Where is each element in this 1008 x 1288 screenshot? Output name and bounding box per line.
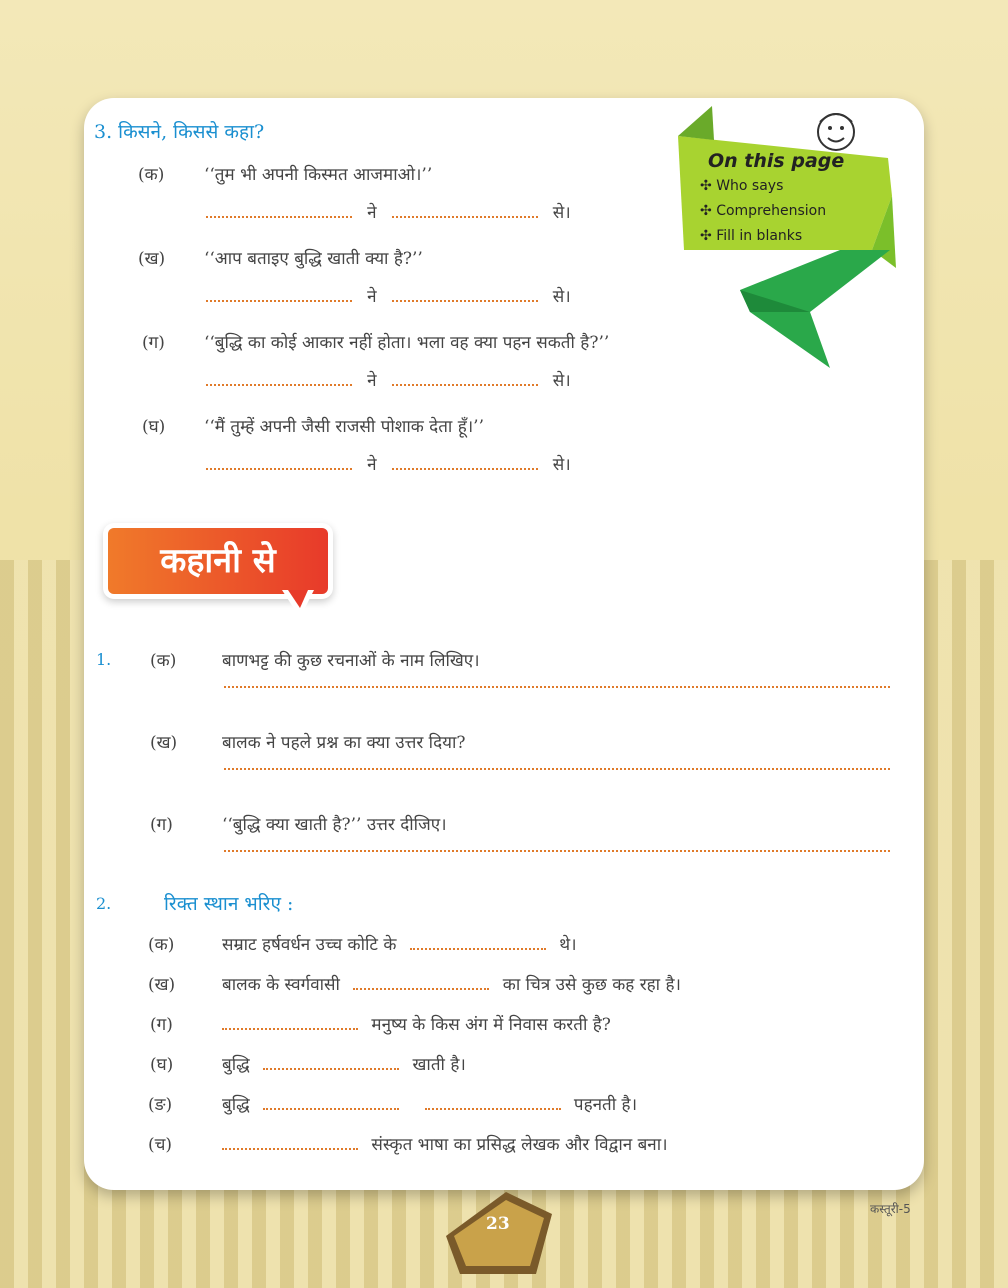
section1-item-label: (ख) xyxy=(150,733,178,753)
answer-blank-row xyxy=(206,200,571,223)
section2-item-label: (घ) xyxy=(150,1055,174,1075)
blank-listener[interactable] xyxy=(392,456,538,470)
ne-label: ने xyxy=(367,287,377,307)
on-this-page-title: On this page xyxy=(708,150,845,172)
section-banner xyxy=(108,528,328,594)
fill-blank[interactable] xyxy=(410,936,546,950)
on-this-page-item: ✣ Fill in blanks xyxy=(700,228,803,244)
section3-item-label: (ख) xyxy=(138,249,166,269)
answer-blank-row xyxy=(206,284,571,307)
blank-speaker[interactable] xyxy=(206,288,352,302)
section3-item-label: (घ) xyxy=(142,417,166,437)
section2-item-label: (ङ) xyxy=(148,1095,173,1115)
fill-blank[interactable] xyxy=(222,1136,358,1150)
fill-blank[interactable] xyxy=(425,1096,561,1110)
fill-blank-sentence: बालक के स्वर्गवासी का चित्र उसे कुछ कह रहा है। xyxy=(222,975,681,995)
blank-listener[interactable] xyxy=(392,372,538,386)
fill-blank[interactable] xyxy=(353,976,489,990)
blank-speaker[interactable] xyxy=(206,204,352,218)
book-label: कस्तूरी-5 xyxy=(870,1202,911,1216)
fill-blank-sentence: सम्राट हर्षवर्धन उच्च कोटि के थे। xyxy=(222,935,577,955)
se-label: से। xyxy=(552,287,571,307)
se-label: से। xyxy=(552,371,571,391)
section1-item-question: ‘‘बुद्धि क्या खाती है?’’ उत्तर दीजिए। xyxy=(222,815,447,835)
fill-blank[interactable] xyxy=(222,1016,358,1030)
section2-item-label: (ख) xyxy=(148,975,176,995)
ne-label: ने xyxy=(367,455,377,475)
section2-item-label: (च) xyxy=(148,1135,173,1155)
page-number: 23 xyxy=(486,1214,510,1234)
fill-blank-sentence: संस्कृत भाषा का प्रसिद्ध लेखक और विद्वान बना। xyxy=(222,1132,668,1155)
answer-line[interactable] xyxy=(224,686,890,688)
section2-item-label: (क) xyxy=(148,935,175,955)
se-label: से। xyxy=(552,455,571,475)
section3-item-quote: ‘‘मैं तुम्हें अपनी जैसी राजसी पोशाक देता हूँ।’’ xyxy=(204,417,484,437)
fill-blank-sentence: मनुष्य के किस अंग में निवास करती है? xyxy=(222,1012,611,1035)
fill-blank[interactable] xyxy=(263,1056,399,1070)
section1-item-label: (ग) xyxy=(150,815,173,835)
section1-item-question: बाणभट्ट की कुछ रचनाओं के नाम लिखिए। xyxy=(222,651,480,671)
section2-title: रिक्त स्थान भरिए : xyxy=(164,893,294,915)
section3-item-quote: ‘‘बुद्धि का कोई आकार नहीं होता। भला वह क्या पहन सकती है?’’ xyxy=(204,333,610,353)
section3-item-label: (क) xyxy=(138,165,165,185)
section3-item-quote: ‘‘आप बताइए बुद्धि खाती क्या है?’’ xyxy=(204,249,423,269)
fill-blank-sentence: बुद्धि खाती है। xyxy=(222,1055,466,1075)
section1-number: 1. xyxy=(96,650,112,669)
section3-item-label: (ग) xyxy=(142,333,165,353)
answer-blank-row xyxy=(206,368,571,391)
on-this-page-item: ✣ Comprehension xyxy=(700,203,827,219)
bullet-icon: ✣ xyxy=(700,203,712,219)
blank-speaker[interactable] xyxy=(206,372,352,386)
section3-title: 3. किसने, किससे कहा? xyxy=(94,121,265,143)
answer-line[interactable] xyxy=(224,850,890,852)
section1-item-label: (क) xyxy=(150,651,177,671)
ne-label: ने xyxy=(367,371,377,391)
banner-tail-icon xyxy=(280,590,316,620)
section3-item-quote: ‘‘तुम भी अपनी किस्मत आजमाओ।’’ xyxy=(204,165,433,185)
section2-number: 2. xyxy=(96,894,112,913)
section2-item-label: (ग) xyxy=(150,1015,173,1035)
answer-blank-row xyxy=(206,452,571,475)
blank-listener[interactable] xyxy=(392,204,538,218)
blank-speaker[interactable] xyxy=(206,456,352,470)
answer-line[interactable] xyxy=(224,768,890,770)
bullet-icon: ✣ xyxy=(700,228,712,244)
fill-blank[interactable] xyxy=(263,1096,399,1110)
bullet-icon: ✣ xyxy=(700,178,712,194)
on-this-page-item: ✣ Who says xyxy=(700,178,784,194)
se-label: से। xyxy=(552,203,571,223)
ne-label: ने xyxy=(367,203,377,223)
section1-item-question: बालक ने पहले प्रश्न का क्या उत्तर दिया? xyxy=(222,733,466,753)
fill-blank-sentence: बुद्धि पहनती है। xyxy=(222,1095,638,1115)
banner-title: कहानी से xyxy=(160,541,276,581)
blank-listener[interactable] xyxy=(392,288,538,302)
